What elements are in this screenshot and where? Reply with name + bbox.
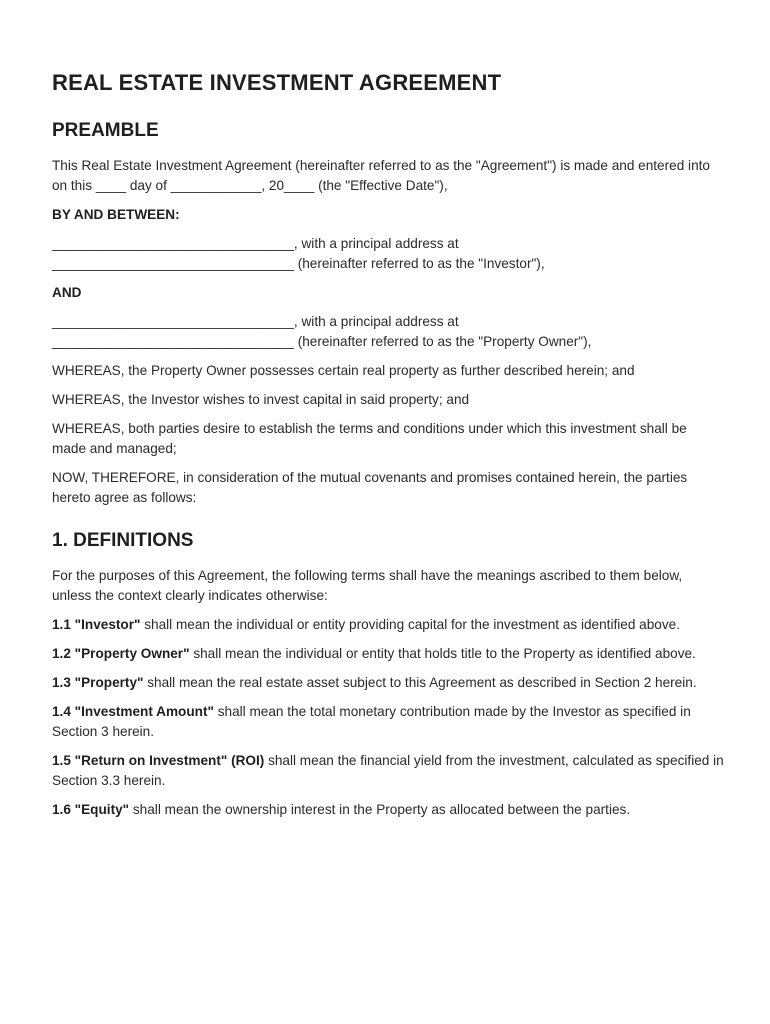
definition-item	[52, 702, 724, 742]
whereas-clause-1: WHEREAS, the Property Owner possesses certain real property as further described herein; and	[52, 363, 635, 378]
definition-term: 1.3 "Property"	[52, 675, 144, 690]
by-and-between-label: BY AND BETWEEN:	[52, 207, 180, 222]
definition-item	[52, 644, 724, 664]
preamble-intro: This Real Estate Investment Agreement (hereinafter referred to as the "Agreement") is made and entered into on this ____ day of ____________, 20____ (the "Effective Date"),	[52, 158, 710, 193]
definitions-heading: 1. DEFINITIONS	[52, 530, 194, 551]
owner-name-line: ________________________________, with a principal address at	[52, 314, 459, 329]
investor-address-line: ________________________________ (hereinafter referred to as the "Investor"),	[52, 256, 545, 271]
whereas-clause-3: WHEREAS, both parties desire to establish the terms and conditions under which this investment shall be made and managed;	[52, 421, 687, 456]
document-title: REAL ESTATE INVESTMENT AGREEMENT	[52, 70, 502, 95]
investor-name-line: ________________________________, with a principal address at	[52, 236, 459, 251]
definition-term: 1.4 "Investment Amount"	[52, 704, 214, 719]
definition-text: shall mean the ownership interest in the Property as allocated between the parties.	[129, 802, 631, 817]
definition-term: 1.5 "Return on Investment" (ROI)	[52, 753, 265, 768]
definitions-intro: For the purposes of this Agreement, the following terms shall have the meanings ascribed to them below, unless the context clearly indicates otherwise:	[52, 568, 683, 603]
definition-term: 1.1 "Investor"	[52, 617, 141, 632]
definition-text: shall mean the financial yield from the investment, calculated as specified in Section 3.3 herein.	[52, 753, 724, 788]
definition-item	[52, 615, 724, 635]
definition-text: shall mean the real estate asset subject to this Agreement as described in Section 2 herein.	[143, 675, 697, 690]
now-therefore-clause: NOW, THEREFORE, in consideration of the mutual covenants and promises contained herein, the parties hereto agree as follows:	[52, 470, 688, 505]
whereas-clause-2: WHEREAS, the Investor wishes to invest capital in said property; and	[52, 392, 470, 407]
definition-text: shall mean the total monetary contribution made by the Investor as specified in Section 3 herein.	[52, 704, 691, 739]
definition-text: shall mean the individual or entity that holds title to the Property as identified above.	[189, 646, 696, 661]
and-label: AND	[52, 285, 82, 300]
definition-item	[52, 673, 724, 693]
definition-item	[52, 751, 724, 791]
definition-text: shall mean the individual or entity providing capital for the investment as identified above.	[140, 617, 680, 632]
definition-term: 1.6 "Equity"	[52, 802, 130, 817]
preamble-heading: PREAMBLE	[52, 120, 159, 141]
owner-address-line: ________________________________ (hereinafter referred to as the "Property Owner"),	[52, 334, 592, 349]
document-page	[52, 70, 724, 829]
definition-item	[52, 800, 724, 820]
definition-term: 1.2 "Property Owner"	[52, 646, 190, 661]
investor-party-block	[52, 234, 724, 274]
owner-party-block	[52, 312, 724, 352]
